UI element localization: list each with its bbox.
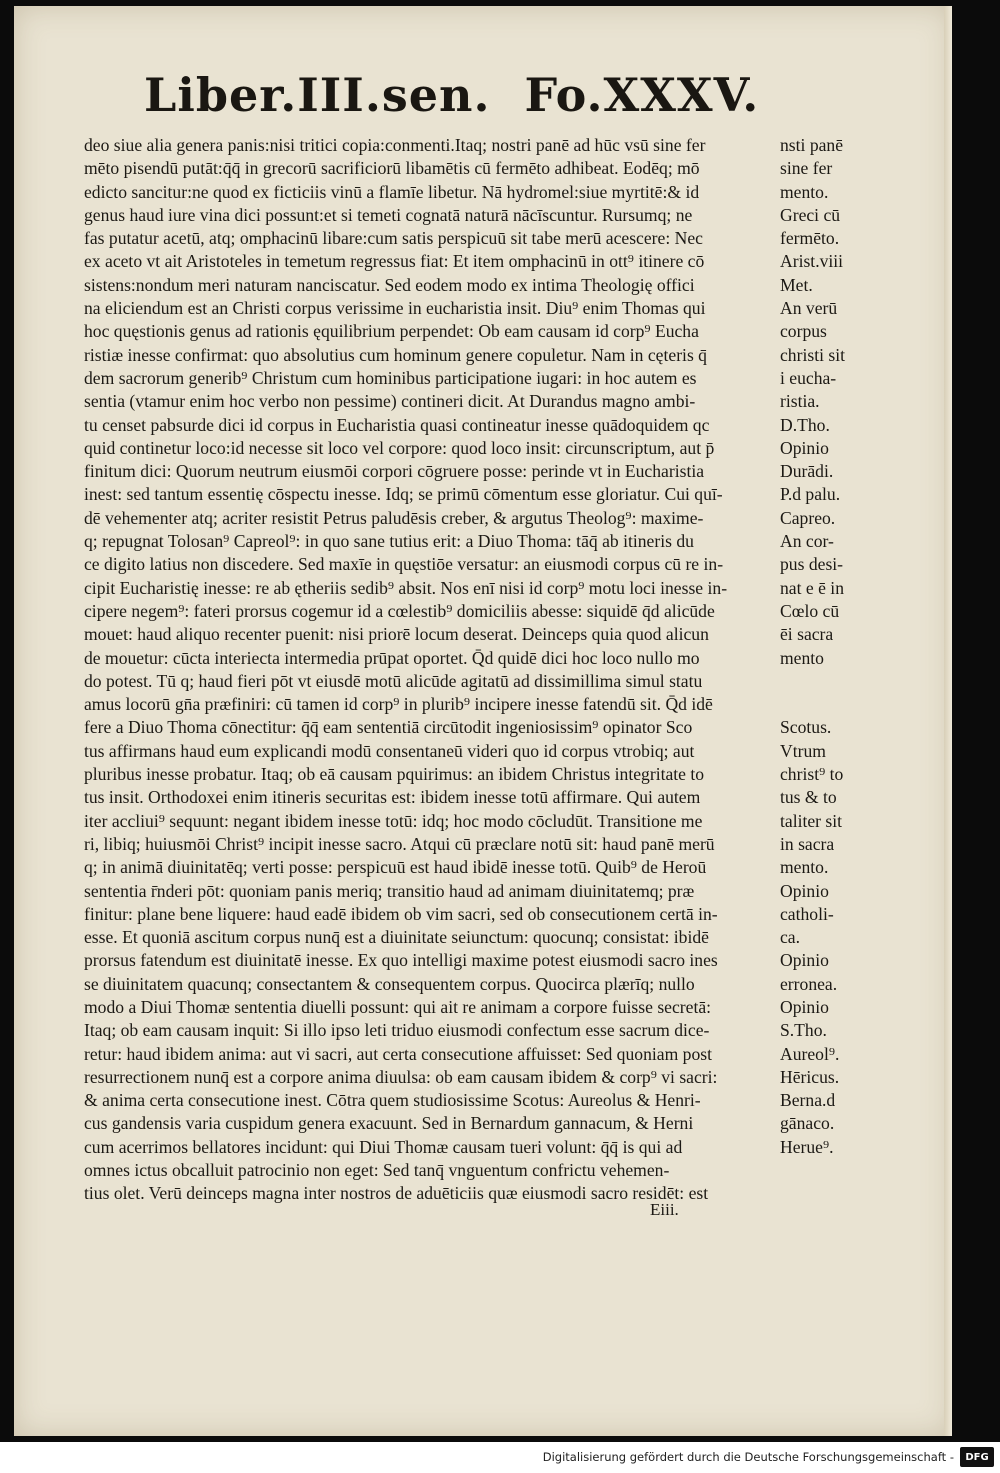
margin-note: Herue⁹. <box>780 1136 834 1157</box>
text-line: fas putatur acetū, atq; omphacinū libare:cum satis perspicuū sit tabe merū acescere: Nec <box>84 228 703 249</box>
dfg-logo: DFG <box>960 1447 994 1467</box>
margin-note: sine fer <box>780 158 833 179</box>
text-line: tus affirmans haud eum explicandi modū consentaneū videri quo id corpus vtrobiq; aut <box>84 740 695 761</box>
margin-note: Cœlo cū <box>780 600 840 621</box>
text-line: fere a Diuo Thoma cōnectitur: q̄q̄ eam sententiā circūtodit ingeniosissim⁹ opinator Sco <box>84 717 693 738</box>
page-edge <box>944 6 952 1436</box>
funding-credit: Digitalisierung gefördert durch die Deutsche Forschungsgemeinschaft - <box>542 1450 954 1464</box>
margin-note <box>780 693 900 716</box>
text-line: inest: sed tantum essentię cōspectu inesse. Idq; se primū cōmentum esse gloriatur. Cui quī- <box>84 484 723 505</box>
margin-note: Arist.viii <box>780 251 844 272</box>
margin-note: S.Tho. <box>780 1020 827 1041</box>
text-line: tu censet pabsurde dici id corpus in Eucharistia quasi contineatur inesse quādoquidem qc <box>84 414 710 435</box>
margin-note: in sacra <box>780 833 835 854</box>
margin-note: ca. <box>780 927 801 948</box>
text-line: dē vehementer atq; acriter resistit Petrus paludēsis creber, & argutus Theolog⁹: maxime- <box>84 507 704 528</box>
margin-note: An verū <box>780 298 838 319</box>
margin-note: fermēto. <box>780 228 840 249</box>
text-line: cipit Eucharistię inesse: re ab ętheriis sedib⁹ absit. Nos enī nisi id corp⁹ motu loci inesse in- <box>84 577 728 598</box>
margin-note: mento. <box>780 181 829 202</box>
margin-note: christi sit <box>780 344 845 365</box>
text-line: resurrectionem nunq̄ est a corpore anima diuulsa: ob eam causam ibidem & corp⁹ vi sacri: <box>84 1066 718 1087</box>
text-line: hoc quęstionis genus ad rationis ęquilibrium perpendet: Ob eam causam id corp⁹ Eucha <box>84 321 699 342</box>
margin-note: ēi sacra <box>780 624 834 645</box>
margin-note: nsti panē <box>780 135 844 155</box>
text-line: ristiæ inesse confirmat: quo absolutius cum hominum genere copuletur. Nam in cęteris q̄ <box>84 344 707 365</box>
text-line: na eliciendum est an Christi corpus verissime in eucharistia insit. Diu⁹ enim Thomas qui <box>84 298 706 319</box>
margin-note: Hēricus. <box>780 1066 840 1087</box>
book-page <box>14 6 952 1436</box>
running-head-title: Liber.III.sen. <box>144 68 491 122</box>
margin-note: Greci cū <box>780 204 841 225</box>
text-line: pluribus inesse probatur. Itaq; ob eā causam pquirimus: an ibidem Christus integritate to <box>84 764 705 785</box>
text-line: q; in animā diuinitatēq; verti posse: perspicuū est haud ibidē inesse totū. Quib⁹ de Heroū <box>84 857 707 878</box>
text-line: se diuinitatem quacunq; consectantem & consequentem corpus. Quocirca plærīq; nullo <box>84 973 695 994</box>
text-line: Itaq; ob eam causam inquit: Si illo ipso leti triduo eiusmodi confectum esse sacrum dice- <box>84 1020 710 1041</box>
margin-note: Opinio <box>780 950 829 971</box>
signature-mark: Eiii. <box>650 1200 679 1219</box>
margin-note: taliter sit <box>780 810 843 831</box>
text-line: ex aceto vt ait Aristoteles in temetum regressus fiat: Et item omphacinū in ott⁹ itinere cō <box>84 251 705 272</box>
margin-note: Capreo. <box>780 507 836 528</box>
text-line: cum acerrimos bellatores incidunt: qui Diui Thomæ causam tueri volunt: q̄q̄ is qui ad <box>84 1136 683 1157</box>
margin-note: Met. <box>780 274 813 295</box>
text-line: mēto pisendū putāt:q̄q̄ in grecorū sacrificiorū libamētis cū fermēto adhibeat. Eodēq; mō <box>84 158 700 179</box>
text-line: de mouetur: cūcta interiecta intermedia prūpat oportet. Q̄d quidē dici hoc loco nullo mo <box>84 647 700 668</box>
text-line: tius olet. Verū deinceps magna inter nostros de aduēticiis quæ eiusmodi sacro residēt: est <box>84 1183 709 1204</box>
margin-note: gānaco. <box>780 1113 835 1134</box>
margin-note: i eucha- <box>780 367 837 388</box>
text-line: finitum dici: Quorum neutrum eiusmōi corpori cōgruere posse: perinde vt in Eucharistia <box>84 461 705 482</box>
text-line: sententia r̄nderi pōt: quoniam panis meriq; transitio haud ad animam diuinitatemq; præ <box>84 880 695 901</box>
margin-note: tus & to <box>780 787 837 808</box>
folio-number: Fo.XXXV. <box>524 68 760 122</box>
text-line: quid continetur loco:id necesse sit loco vel corpore: quod loco insit: circunscriptum, aut p̄ <box>84 437 715 458</box>
margin-note: An cor- <box>780 531 834 552</box>
text-line: dem sacrorum generib⁹ Christum cum hominibus participatione iugari: in hoc autem es <box>84 367 697 388</box>
margin-notes-column <box>780 134 900 1159</box>
margin-note: corpus <box>780 321 827 342</box>
main-text-column <box>84 134 792 1206</box>
text-line: prorsus fatendum est diuinitatē inesse. Ex quo intelligi maxime potest eiusmodi sacro ines <box>84 950 718 971</box>
margin-note: Opinio <box>780 437 829 458</box>
text-line: deo siue alia genera panis:nisi tritici copia:conmenti.Itaq; nostri panē ad hūc vsū sine fer <box>84 135 706 155</box>
text-line: sentia (vtamur enim hoc verbo non pessime) contineri dicit. At Durandus magno ambi- <box>84 391 696 412</box>
text-line: omnes ictus obcalluit patrocinio non eget: Sed tanq̄ vnguentum confrictu vehemen- <box>84 1160 670 1181</box>
footer-bar <box>0 1442 1000 1473</box>
text-line: cus gandensis varia cuspidum genera exacuunt. Sed in Bernardum gannacum, & Herni <box>84 1113 694 1134</box>
text-line: genus haud iure vina dici possunt:et si temeti cognatā naturā nācīscuntur. Rursumq; ne <box>84 204 693 225</box>
margin-note: D.Tho. <box>780 414 830 435</box>
running-head <box>144 68 759 122</box>
margin-note: erronea. <box>780 973 838 994</box>
text-line: tus insit. Orthodoxei enim itineris securitas est: ibidem inesse totū affirmare. Qui autem <box>84 787 701 808</box>
margin-note: christ⁹ to <box>780 764 844 785</box>
margin-note: P.d palu. <box>780 484 841 505</box>
margin-note: Opinio <box>780 996 829 1017</box>
margin-note: Berna.d <box>780 1090 836 1111</box>
text-line: iter accliui⁹ sequunt: negant ibidem inesse totū: idq; hoc modo cōcludūt. Transitione me <box>84 810 703 831</box>
margin-note: catholi- <box>780 903 834 924</box>
margin-note <box>780 670 900 693</box>
margin-note: Vtrum <box>780 740 826 761</box>
text-line: modo a Diui Thomæ sententia diuelli possunt: qui ait re animam a corpore fuisse secretā: <box>84 996 712 1017</box>
margin-note: Aureol⁹. <box>780 1043 840 1064</box>
text-line: cipere negem⁹: fateri prorsus cogemur id a cœlestib⁹ domiciliis abesse: siquidē q̄d alicūde <box>84 600 715 621</box>
text-line: ce digito latius non discedere. Sed maxīe in quęstiōe versatur: an eiusmodi corpus cū re in- <box>84 554 724 575</box>
text-line: ri, libiq; huiusmōi Christ⁹ incipit inesse sacro. Atqui cū præclare notū sit: haud panē merū <box>84 833 715 854</box>
text-line: edicto sancitur:ne quod ex ficticiis vinū a flamīe libetur. Nā hydromel:siue myrtitē:& id <box>84 181 700 202</box>
margin-note: Durādi. <box>780 461 834 482</box>
text-line: mouet: haud aliquo recenter puenit: nisi priorē locum deserat. Deinceps quia quod alicun <box>84 624 709 645</box>
text-line: do potest. Tū q; haud fieri pōt vt eiusdē motū alicūde agitatū ad dissimillima simul statu <box>84 670 703 691</box>
margin-note: pus desi- <box>780 554 844 575</box>
text-line: q; repugnat Tolosan⁹ Capreol⁹: in quo sane tutius erit: a Diuo Thoma: tāq̄ ab itineris du <box>84 531 694 552</box>
text-line: esse. Et quoniā ascitum corpus nunq̄ est a diuinitate seiunctum: quocunq; consistat: ibidē <box>84 927 709 948</box>
margin-note: mento. <box>780 857 829 878</box>
margin-note: nat e ē in <box>780 577 844 598</box>
margin-note: Opinio <box>780 880 829 901</box>
margin-note: ristia. <box>780 391 820 412</box>
text-line: sistens:nondum meri naturam nanciscatur. Sed eodem modo ex intima Theologię offici <box>84 274 695 295</box>
text-line: amus locorū gn̄a præfiniri: cū tamen id corp⁹ in plurib⁹ incipere inesse fatendū sit. Q̄d idē <box>84 694 713 715</box>
text-line: retur: haud ibidem anima: aut vi sacri, aut certa consecutione affuisset: Sed quoniam post <box>84 1043 712 1064</box>
text-line: finitur: plane bene liquere: haud eadē ibidem ob vim sacri, sed ob consecutionem certā in- <box>84 903 718 924</box>
text-line: & anima certa consecutione inest. Cōtra quem studiosissime Scotus: Aureolus & Henri- <box>84 1090 701 1111</box>
margin-note: mento <box>780 647 824 668</box>
margin-note: Scotus. <box>780 717 832 738</box>
